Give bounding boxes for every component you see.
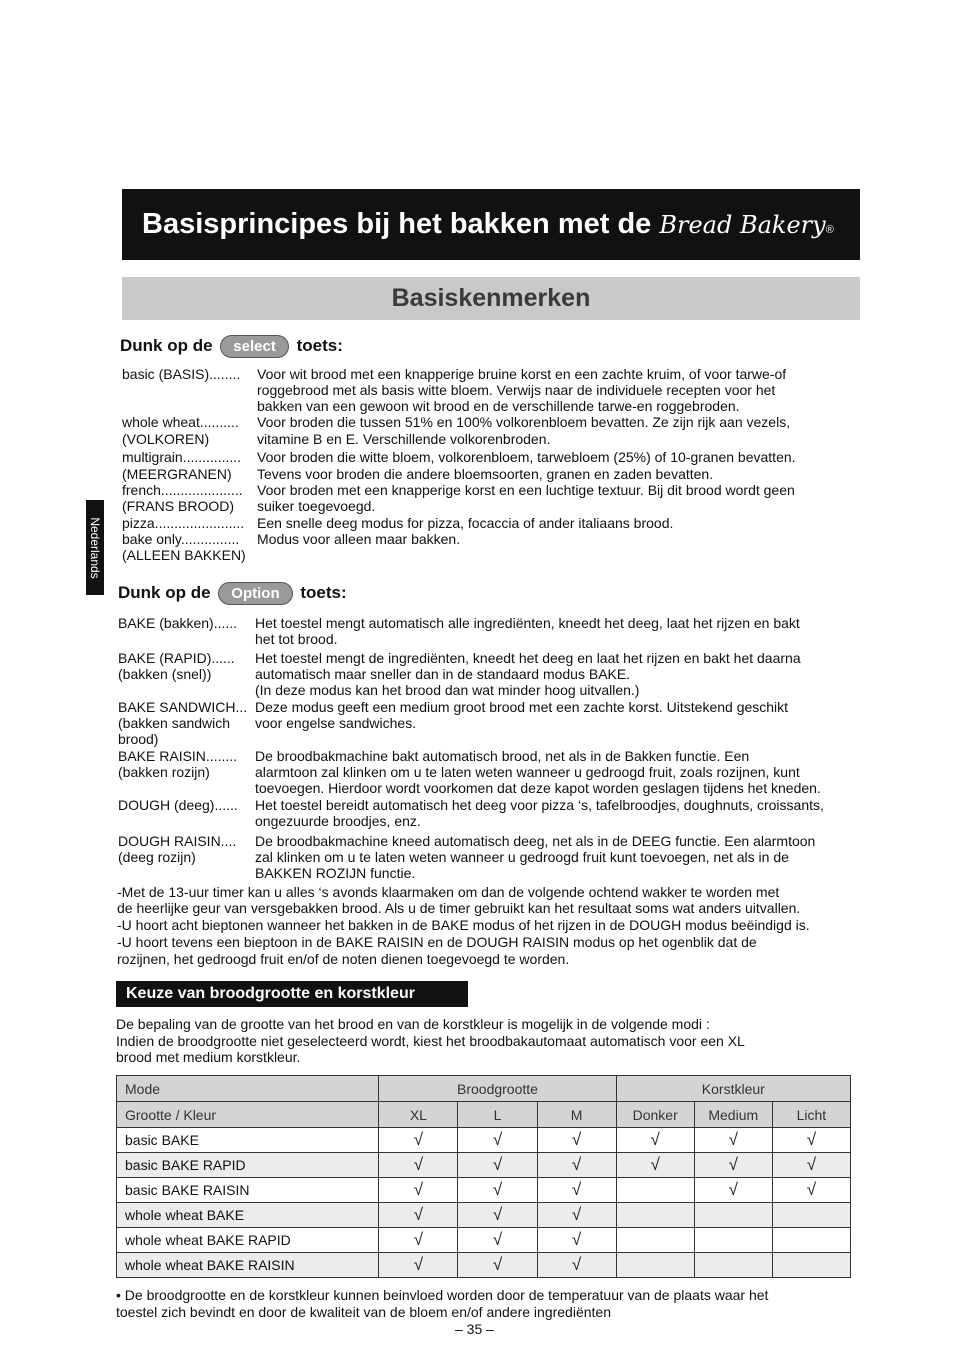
mode-label: BAKE (bakken)......	[118, 615, 238, 631]
page-title	[122, 189, 860, 260]
mode-label: (FRANS BROOD)	[122, 498, 234, 514]
mode-label: brood)	[118, 731, 159, 747]
check-mark-icon: √	[571, 1255, 582, 1274]
language-tab-label: Nederlands	[88, 516, 102, 579]
check-mark-icon: √	[492, 1155, 503, 1174]
section-title-text: Basiskenmerken	[391, 284, 591, 312]
check-mark-icon: √	[492, 1230, 503, 1249]
intro-line: brood met medium korstkleur.	[116, 1049, 301, 1065]
note-line: rozijnen, het gedroogd fruit en/of de noten dienen toegevoegd te worden.	[117, 951, 570, 967]
mode-description: voor engelse sandwiches.	[255, 715, 417, 731]
mode-description: suiker toegevoegd.	[257, 498, 376, 514]
table-cell	[379, 1228, 458, 1253]
table-row	[117, 1228, 851, 1253]
section-title	[122, 277, 860, 320]
mode-label: (MEERGRANEN)	[122, 466, 232, 482]
table-cell	[694, 1178, 772, 1203]
table-cell	[694, 1253, 772, 1278]
table-row	[117, 1128, 851, 1153]
note-line: -U hoort acht bieptonen wanneer het bakken in de BAKE modus of het rijzen in de DOUGH modus beëindigd is.	[117, 917, 810, 933]
option-key-button: Option	[218, 582, 292, 605]
check-mark-icon: √	[806, 1180, 817, 1199]
check-mark-icon: √	[492, 1255, 503, 1274]
brand-logo-text: Bread Bakery	[659, 211, 826, 239]
check-mark-icon: √	[492, 1205, 503, 1224]
check-mark-icon: √	[492, 1180, 503, 1199]
table-cell	[772, 1178, 850, 1203]
footnote-line: • De broodgrootte en de korstkleur kunnen beinvloed worden door de temperatuur van de plaats waar het	[116, 1287, 769, 1303]
mode-description: BAKKEN ROZIJN functie.	[255, 865, 416, 881]
mode-description: Voor broden die tussen 51% en 100% volkorenbloem bevatten. Ze zijn rijk aan vezels,	[257, 414, 791, 430]
table-cell	[379, 1253, 458, 1278]
section2-heading-text: Keuze van broodgrootte en korstkleur	[126, 985, 415, 1002]
mode-description: Een snelle deeg modus for pizza, focaccia of ander italiaans brood.	[257, 515, 674, 531]
check-mark-icon: √	[650, 1130, 660, 1149]
column-header: Donker	[616, 1102, 694, 1128]
check-mark-icon: √	[413, 1130, 424, 1149]
check-mark-icon: √	[806, 1155, 817, 1174]
check-mark-icon: √	[728, 1155, 738, 1174]
mode-description: Het toestel bereidt automatisch het deeg voor pizza ‘s, tafelbroodjes, doughnuts, croissants,	[255, 797, 824, 813]
table-cell	[616, 1228, 694, 1253]
table-cell	[379, 1128, 458, 1153]
intro-line: Indien de broodgrootte niet geselecteerd wordt, kiest het broodbakautomaat automatisch voor een XL	[116, 1033, 745, 1049]
section2-heading	[116, 981, 468, 1007]
page-number: – 35 –	[455, 1321, 494, 1337]
mode-label: (ALLEEN BAKKEN)	[122, 547, 246, 563]
mode-label: (bakken (snel))	[118, 666, 212, 682]
check-mark-icon: √	[413, 1230, 424, 1249]
mode-description: De broodbakmachine kneed automatisch deeg, net als in de DEEG functie. Een alarmtoon	[255, 833, 816, 849]
mode-description: Voor broden die witte bloem, volkorenbloem, tarwebloem (25%) of 10-granen bevatten.	[257, 449, 796, 465]
check-mark-icon: √	[728, 1180, 738, 1199]
footnote-line: toestel zich bevindt en door de kwaliteit van de bloem en/of andere ingrediënten	[116, 1304, 611, 1320]
check-mark-icon: √	[571, 1180, 582, 1199]
note-line: de heerlijke geur van versgebakken brood. Als u de timer gebruikt kan het resultaat soms wat anders uitvallen.	[117, 900, 801, 916]
column-header: XL	[379, 1102, 458, 1128]
mode-name: whole wheat BAKE RAISIN	[117, 1253, 379, 1278]
mode-description: vitamine B en E. Verschillende volkorenbroden.	[257, 431, 551, 447]
option-heading-pre: Dunk op de	[118, 582, 211, 602]
column-header: M	[537, 1102, 616, 1128]
table-cell	[772, 1253, 850, 1278]
select-heading	[120, 335, 343, 358]
check-mark-icon: √	[728, 1130, 738, 1149]
mode-description: ongezuurde broodjes, enz.	[255, 813, 421, 829]
table-cell	[616, 1253, 694, 1278]
mode-description: het tot brood.	[255, 631, 338, 647]
check-mark-icon: √	[806, 1130, 817, 1149]
mode-description: Deze modus geeft een medium groot brood met een zachte korst. Uitstekend geschikt	[255, 699, 789, 715]
header-size: Broodgrootte	[379, 1076, 616, 1102]
select-heading-post: toets:	[296, 335, 343, 355]
mode-description: De broodbakmachine bakt automatisch brood, net als in de Bakken functie. Een	[255, 748, 750, 764]
table-cell	[772, 1203, 850, 1228]
column-header: Medium	[694, 1102, 772, 1128]
size-crust-table	[116, 1075, 851, 1278]
mode-description: alarmtoon zal klinken om u te laten weten wanneer u gedroogd fruit, zoals rozijnen, kunt	[255, 764, 800, 780]
check-mark-icon: √	[413, 1155, 424, 1174]
mode-description: Het toestel mengt de ingrediënten, kneedt het deeg en laat het rijzen en bakt het daarna	[255, 650, 801, 666]
table-cell	[379, 1203, 458, 1228]
table-cell	[458, 1228, 537, 1253]
table-cell	[694, 1228, 772, 1253]
mode-name: whole wheat BAKE	[117, 1203, 379, 1228]
check-mark-icon: √	[650, 1155, 660, 1174]
table-row	[117, 1153, 851, 1178]
mode-label: (bakken sandwich	[118, 715, 231, 731]
mode-label: (deeg rozijn)	[118, 849, 196, 865]
mode-description: Voor wit brood met een knapperige bruine korst en een zachte kruim, of voor tarwe-of	[257, 366, 787, 382]
check-mark-icon: √	[413, 1205, 424, 1224]
check-mark-icon: √	[571, 1205, 582, 1224]
select-key-button: select	[220, 335, 289, 358]
check-mark-icon: √	[571, 1155, 582, 1174]
table-cell	[458, 1153, 537, 1178]
table-cell	[537, 1128, 616, 1153]
mode-label: pizza.......................	[122, 515, 245, 531]
mode-label: bake only...............	[122, 531, 240, 547]
mode-description: zal klinken om u te laten weten wanneer u gedroogd fruit kunt toevoegen, net als in de	[255, 849, 789, 865]
intro-line: De bepaling van de grootte van het brood en van de korstkleur is mogelijk in de volgende modi :	[116, 1016, 710, 1032]
table-cell	[379, 1178, 458, 1203]
mode-label: basic (BASIS)........	[122, 366, 241, 382]
select-heading-pre: Dunk op de	[120, 335, 213, 355]
table-row	[117, 1203, 851, 1228]
table-cell	[772, 1128, 850, 1153]
mode-label: (VOLKOREN)	[122, 431, 210, 447]
table-row	[117, 1178, 851, 1203]
table-cell	[537, 1203, 616, 1228]
mode-name: basic BAKE	[117, 1128, 379, 1153]
title-main: Basisprincipes bij het bakken met de	[142, 208, 660, 240]
mode-label: (bakken rozijn)	[118, 764, 210, 780]
option-heading-post: toets:	[300, 582, 347, 602]
mode-description: Voor broden met een knapperige korst en een luchtige textuur. Bij dit brood wordt geen	[257, 482, 795, 498]
language-tab	[86, 500, 104, 595]
check-mark-icon: √	[571, 1130, 582, 1149]
mode-label: BAKE RAISIN........	[118, 748, 238, 764]
table-cell	[537, 1228, 616, 1253]
column-header: Licht	[772, 1102, 850, 1128]
column-header: L	[458, 1102, 537, 1128]
check-mark-icon: √	[413, 1180, 424, 1199]
note-line: -Met de 13-uur timer kan u alles ‘s avonds klaarmaken om dan de volgende ochtend wakker te worden met	[117, 884, 780, 900]
option-heading	[118, 582, 347, 605]
mode-description: bakken van een gewoon wit brood en de verschillende tarwe-en roggebroden.	[257, 398, 740, 414]
table-cell	[537, 1153, 616, 1178]
check-mark-icon: √	[413, 1255, 424, 1274]
mode-description: roggebrood met als basis witte bloem. Verwijs naar de individuele recepten voor het	[257, 382, 776, 398]
mode-label: BAKE (RAPID)......	[118, 650, 235, 666]
header-mode: Mode	[117, 1076, 379, 1102]
table-cell	[458, 1253, 537, 1278]
mode-description: Het toestel mengt automatisch alle ingrediënten, kneedt het deeg, laat het rijzen en bakt	[255, 615, 800, 631]
check-mark-icon: √	[492, 1130, 503, 1149]
mode-name: basic BAKE RAPID	[117, 1153, 379, 1178]
mode-label: DOUGH (deeg)......	[118, 797, 238, 813]
table-cell	[379, 1153, 458, 1178]
mode-label: DOUGH RAISIN....	[118, 833, 237, 849]
note-line: -U hoort tevens een bieptoon in de BAKE RAISIN en de DOUGH RAISIN modus op het ogenblik dat de	[117, 934, 757, 950]
mode-description: (In deze modus kan het brood dan wat minder hoog uitvallen.)	[255, 682, 640, 698]
table-cell	[616, 1203, 694, 1228]
mode-label: multigrain...............	[122, 449, 242, 465]
table-row	[117, 1253, 851, 1278]
table-cell	[772, 1153, 850, 1178]
table-cell	[772, 1228, 850, 1253]
mode-name: basic BAKE RAISIN	[117, 1178, 379, 1203]
table-cell	[694, 1128, 772, 1153]
table-cell	[458, 1178, 537, 1203]
check-mark-icon: √	[571, 1230, 582, 1249]
mode-name: whole wheat BAKE RAPID	[117, 1228, 379, 1253]
mode-description: Tevens voor broden die andere bloemsoorten, granen en zaden bevatten.	[257, 466, 714, 482]
mode-label: french.....................	[122, 482, 243, 498]
header-crust: Korstkleur	[616, 1076, 850, 1102]
mode-description: automatisch maar sneller dan in de standaard modus BAKE.	[255, 666, 631, 682]
header-subtitle: Grootte / Kleur	[117, 1102, 379, 1128]
mode-label: BAKE SANDWICH...	[118, 699, 248, 715]
table-cell	[458, 1128, 537, 1153]
mode-description: toevoegen. Hierdoor wordt voorkomen dat deze kapot worden geslagen tijdens het kneden.	[255, 780, 821, 796]
table-cell	[694, 1203, 772, 1228]
table-cell	[537, 1253, 616, 1278]
table-cell	[616, 1153, 694, 1178]
mode-description: Modus voor alleen maar bakken.	[257, 531, 461, 547]
mode-label: whole wheat..........	[122, 414, 239, 430]
table-cell	[458, 1203, 537, 1228]
table-cell	[694, 1153, 772, 1178]
table-cell	[537, 1178, 616, 1203]
registered-mark: ®	[825, 224, 834, 236]
table-cell	[616, 1178, 694, 1203]
table-cell	[616, 1128, 694, 1153]
